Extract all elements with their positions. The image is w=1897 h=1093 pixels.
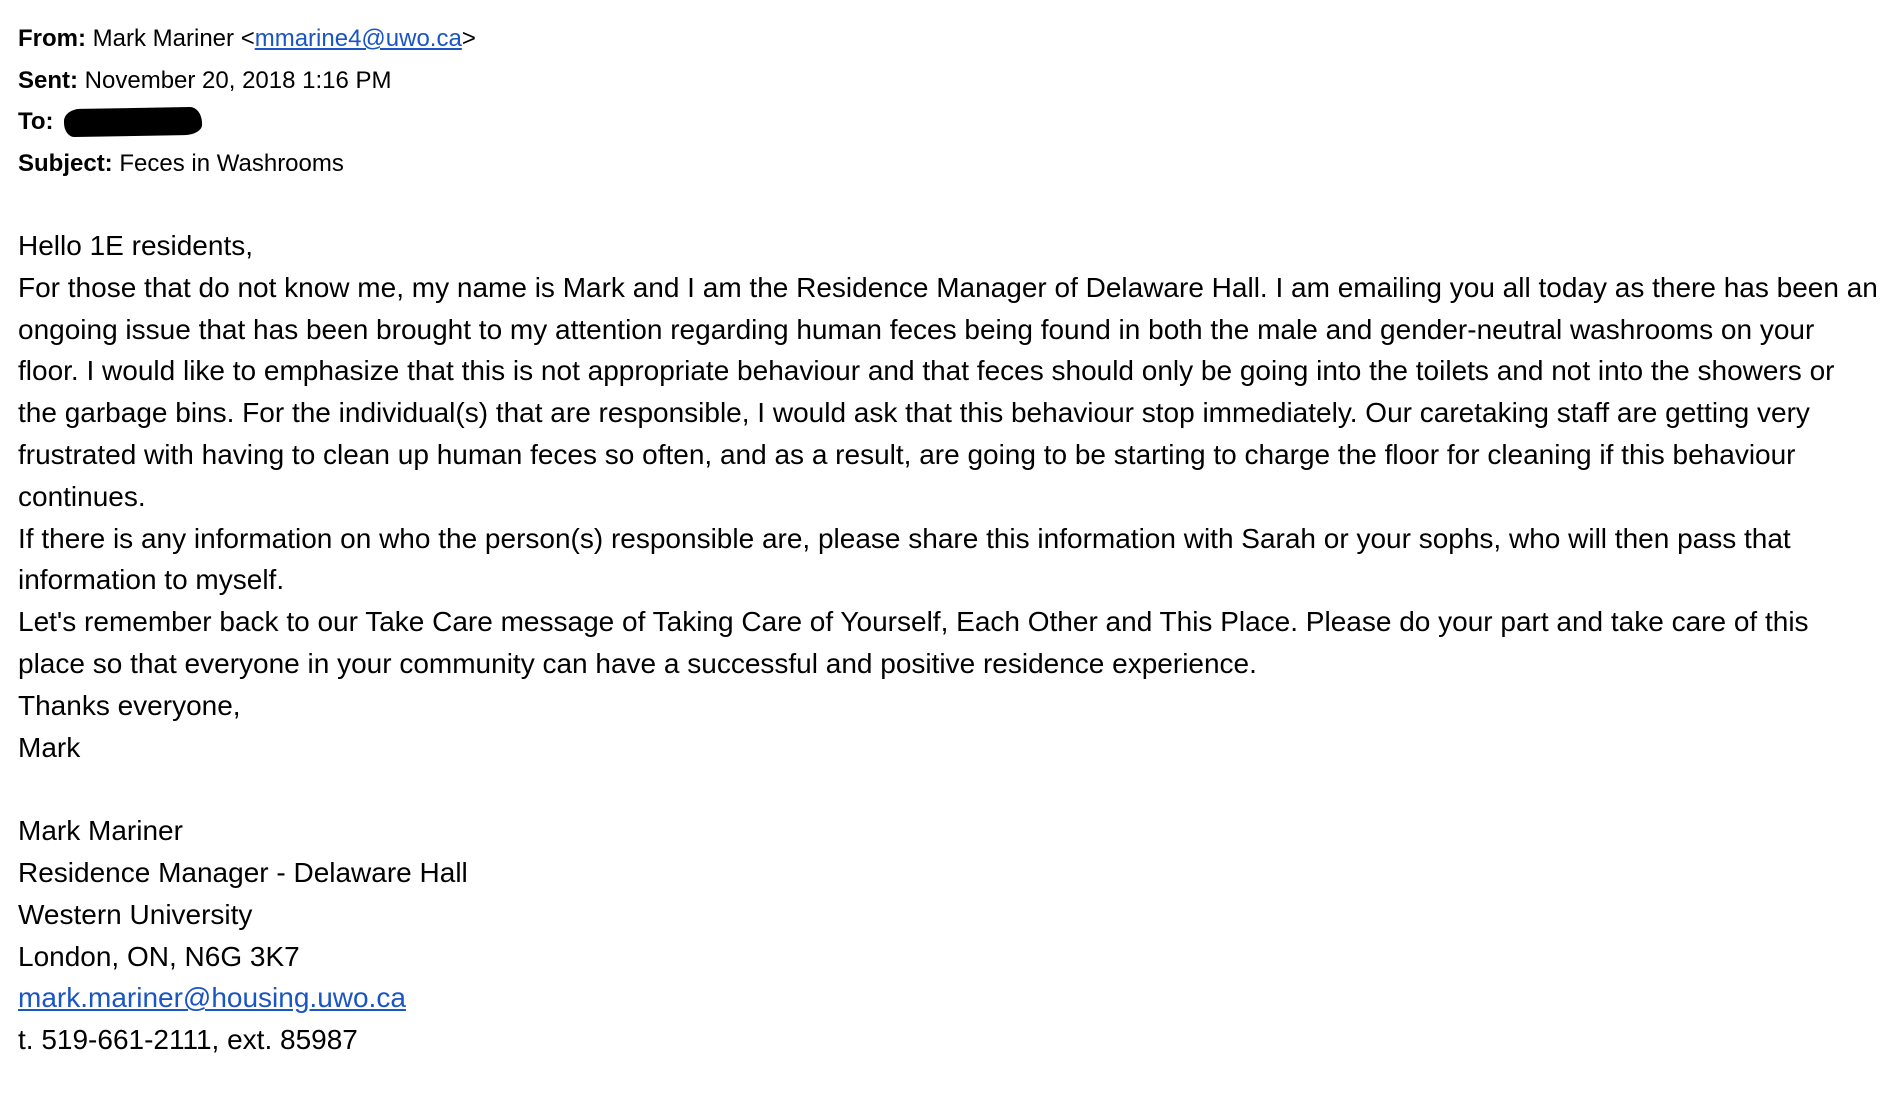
from-name: Mark Mariner <: [92, 25, 255, 52]
body-paragraph-1: For those that do not know me, my name is Mark and I am the Residence Manager of Delaware Hall. I am emailing you all today as there has been an ongoing issue that has been brought to my attention regarding human feces being found in both the male and gender-neutral washrooms on your floor. I would like to emphasize that this is not appropriate behaviour and that feces should only be going into the toilets and not into the showers or the garbage bins. For the individual(s) that are responsible, I would ask that this behaviour stop immediately. Our caretaking staff are getting very frustrated with having to clean up human feces so often, and as a result, are going to be starting to charge the floor for cleaning if this behaviour continues.: [18, 271, 1878, 512]
signature-org: Western University: [18, 898, 253, 930]
from-line: [18, 18, 1878, 60]
from-email-link[interactable]: mmarine4@uwo.ca: [254, 25, 462, 52]
sent-label: Sent:: [18, 66, 78, 94]
subject-value: Feces in Washrooms: [119, 149, 344, 177]
signature-email-link[interactable]: mark.mariner@housing.uwo.ca: [18, 982, 406, 1014]
signature-address: London, ON, N6G 3K7: [18, 940, 300, 972]
subject-label: Subject:: [18, 149, 113, 177]
sign-off-name: Mark: [18, 731, 81, 763]
from-close: >: [461, 25, 476, 52]
body-paragraph-2: If there is any information on who the person(s) responsible are, please share this information with Sarah or your sophs, who will then pass that information to myself.: [18, 522, 1791, 596]
to-line: [18, 101, 1878, 143]
body-paragraph-3: Let's remember back to our Take Care message of Taking Care of Yourself, Each Other and This Place. Please do your part and take care of this place so that everyone in your community can have a successful and positive residence experience.: [18, 606, 1809, 679]
sent-line: [18, 60, 1878, 102]
redaction-mark: [64, 107, 202, 137]
sent-value: November 20, 2018 1:16 PM: [84, 66, 392, 94]
signature-phone: t. 519-661-2111, ext. 85987: [18, 1024, 358, 1056]
from-label: From:: [18, 25, 86, 52]
subject-line: [18, 143, 1878, 185]
thanks-line: Thanks everyone,: [18, 689, 241, 721]
greeting: Hello 1E residents,: [18, 230, 254, 261]
to-label: To:: [18, 108, 54, 135]
email-headers: [18, 18, 1878, 184]
email-body: [18, 225, 1878, 1061]
signature-email-line: [18, 977, 1878, 1019]
signature-title: Residence Manager - Delaware Hall: [18, 856, 468, 888]
spacer: [18, 768, 1878, 810]
signature-name: Mark Mariner: [18, 815, 183, 847]
